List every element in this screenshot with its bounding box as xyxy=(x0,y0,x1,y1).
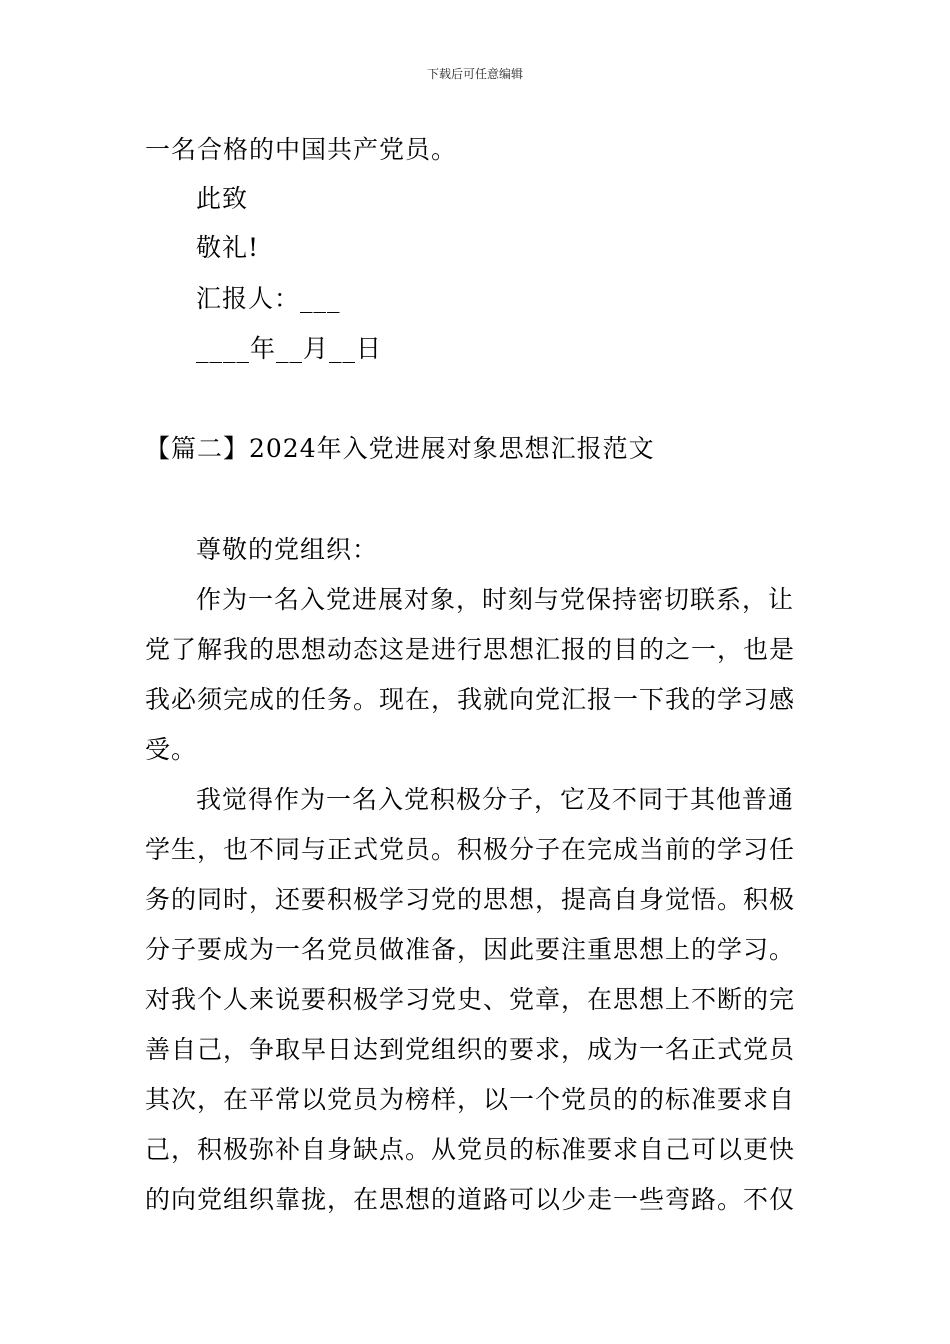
date-line: ____年__月__日 xyxy=(196,334,383,363)
paragraph-2-line: 己，积极弥补自身缺点。从党员的标准要求自己可以更快 xyxy=(145,1135,796,1164)
paragraph-1-line: 我必须完成的任务。现在，我就向党汇报一下我的学习感 xyxy=(145,685,796,714)
paragraph-2-line: 其次，在平常以党员为榜样，以一个党员的的标准要求自 xyxy=(145,1085,796,1114)
paragraph-2-line: 学生，也不同与正式党员。积极分子在完成当前的学习任 xyxy=(145,835,796,864)
paragraph-1-line: 作为一名入党进展对象，时刻与党保持密切联系，让 xyxy=(196,585,795,614)
paragraph-2-line: 善自己，争取早日达到党组织的要求，成为一名正式党员 xyxy=(145,1035,796,1064)
paragraph-2-line: 对我个人来说要积极学习党史、党章，在思想上不断的完 xyxy=(145,985,796,1014)
page-header: 下载后可任意编辑 xyxy=(426,67,523,81)
paragraph-2-line: 分子要成为一名党员做准备，因此要注重思想上的学习。 xyxy=(145,935,796,964)
salutation-line-1: 此致 xyxy=(196,184,249,213)
greeting-line: 尊敬的党组织： xyxy=(196,535,379,564)
paragraph-2-line: 的向党组织靠拢，在思想的道路可以少走一些弯路。不仅 xyxy=(145,1185,796,1214)
reporter-line: 汇报人：___ xyxy=(196,284,341,313)
paragraph-2-line: 务的同时，还要积极学习党的思想，提高自身觉悟。积极 xyxy=(145,885,796,914)
salutation-line-2: 敬礼! xyxy=(196,233,260,262)
section-title: 【篇二】2024年入党进展对象思想汇报范文 xyxy=(145,434,655,463)
paragraph-1-line: 受。 xyxy=(145,735,198,764)
closing-tail-line: 一名合格的中国共产党员。 xyxy=(145,135,458,164)
paragraph-2-line: 我觉得作为一名入党积极分子，它及不同于其他普通 xyxy=(196,785,795,814)
paragraph-1-line: 党了解我的思想动态这是进行思想汇报的目的之一，也是 xyxy=(145,635,796,664)
